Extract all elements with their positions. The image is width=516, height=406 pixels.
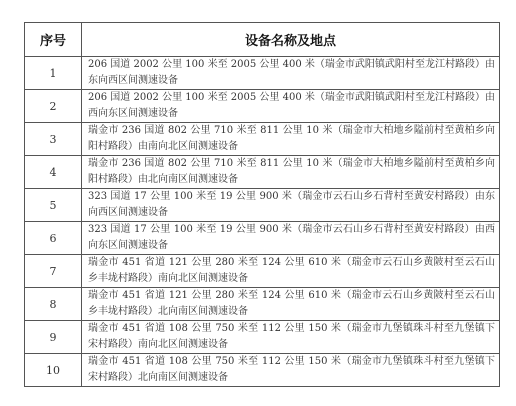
row-serial-number: 7: [25, 255, 82, 288]
table-row: [25, 90, 500, 123]
row-device-description: 瑞金市 236 国道 802 公里 710 米至 811 公里 10 米（瑞金市大柏地乡隘前村至黄柏乡向阳村路段）由南向北区间测速设备: [82, 123, 500, 156]
table-row: [25, 255, 500, 288]
row-serial-number: 2: [25, 90, 82, 123]
header-serial-number: 序号: [25, 23, 82, 57]
row-device-description: 206 国道 2002 公里 100 米至 2005 公里 400 米（瑞金市武阳镇武阳村至龙江村路段）由西向东区间测速设备: [82, 90, 500, 123]
row-serial-number: 8: [25, 288, 82, 321]
row-device-description: 323 国道 17 公里 100 米至 19 公里 900 米（瑞金市云石山乡石背村至黄安村路段）由西向东区间测速设备: [82, 222, 500, 255]
row-device-description: 323 国道 17 公里 100 米至 19 公里 900 米（瑞金市云石山乡石背村至黄安村路段）由东向西区间测速设备: [82, 189, 500, 222]
row-device-description: 瑞金市 451 省道 108 公里 750 米至 112 公里 150 米（瑞金市九堡镇珠斗村至九堡镇下宋村路段）北向南区间测速设备: [82, 354, 500, 387]
table-row: [25, 354, 500, 387]
row-device-description: 瑞金市 451 省道 108 公里 750 米至 112 公里 150 米（瑞金市九堡镇珠斗村至九堡镇下宋村路段）南向北区间测速设备: [82, 321, 500, 354]
row-serial-number: 1: [25, 57, 82, 90]
row-serial-number: 3: [25, 123, 82, 156]
table-row: [25, 222, 500, 255]
row-serial-number: 6: [25, 222, 82, 255]
row-device-description: 瑞金市 451 省道 121 公里 280 米至 124 公里 610 米（瑞金市云石山乡黄陂村至云石山乡丰垅村路段）北向南区间测速设备: [82, 288, 500, 321]
row-serial-number: 10: [25, 354, 82, 387]
table-row: [25, 288, 500, 321]
table-row: [25, 156, 500, 189]
row-device-description: 瑞金市 451 省道 121 公里 280 米至 124 公里 610 米（瑞金市云石山乡黄陂村至云石山乡丰垅村路段）南向北区间测速设备: [82, 255, 500, 288]
row-device-description: 瑞金市 236 国道 802 公里 710 米至 811 公里 10 米（瑞金市大柏地乡隘前村至黄柏乡向阳村路段）由北向南区间测速设备: [82, 156, 500, 189]
row-serial-number: 4: [25, 156, 82, 189]
table-row: [25, 123, 500, 156]
table-row: [25, 321, 500, 354]
row-serial-number: 9: [25, 321, 82, 354]
header-device-name-location: 设备名称及地点: [82, 23, 500, 57]
table-row: [25, 57, 500, 90]
table-header-row: [25, 23, 500, 57]
speed-camera-table: [24, 22, 500, 387]
row-serial-number: 5: [25, 189, 82, 222]
table-row: [25, 189, 500, 222]
row-device-description: 206 国道 2002 公里 100 米至 2005 公里 400 米（瑞金市武阳镇武阳村至龙江村路段）由东向西区间测速设备: [82, 57, 500, 90]
